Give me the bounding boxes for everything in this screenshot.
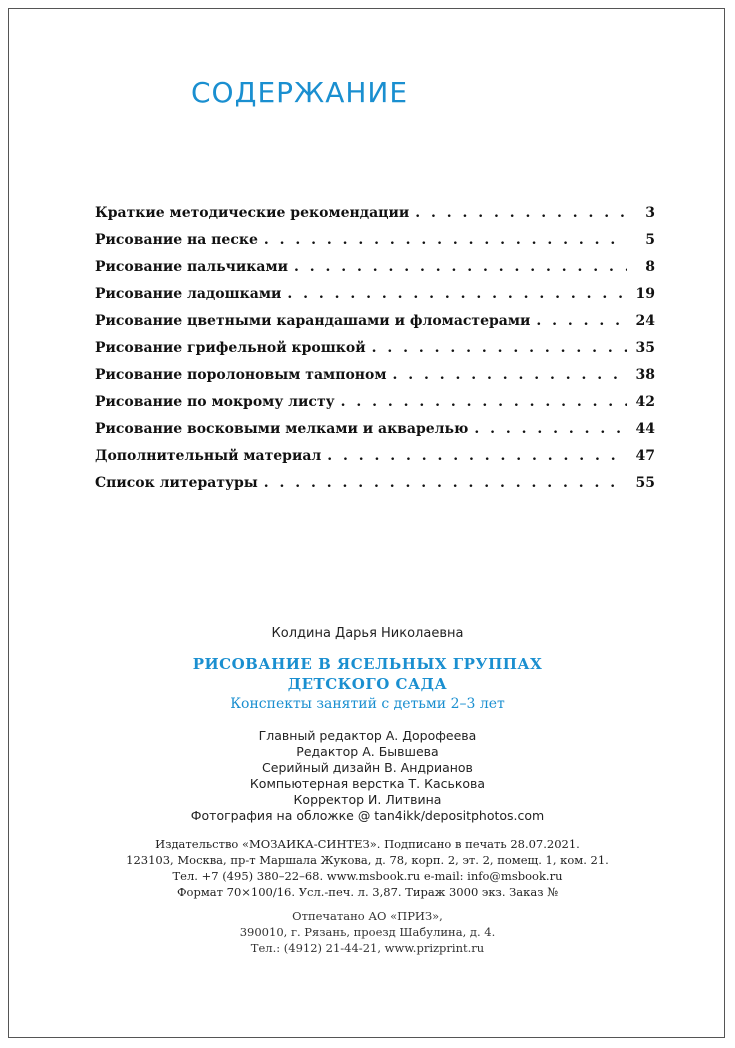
toc-leader-dots <box>264 227 627 254</box>
toc-entry-label: Рисование по мокрому листу <box>95 394 335 410</box>
printer-line: Отпечатано АО «ПРИЗ», <box>292 909 443 923</box>
toc-entry[interactable] <box>95 362 655 389</box>
printer-line: 390010, г. Рязань, проезд Шабулина, д. 4. <box>239 925 496 939</box>
toc-entry-page: 44 <box>635 421 655 437</box>
toc-leader-dots <box>536 308 627 335</box>
staff-line: Компьютерная верстка Т. Каськова <box>249 776 486 791</box>
toc-entry-page: 42 <box>635 394 655 410</box>
toc-entry-page: 24 <box>635 313 655 329</box>
book-subtitle: Конспекты занятий с детьми 2–3 лет <box>230 696 505 712</box>
printer-line: Тел.: (4912) 21-44-21, www.prizprint.ru <box>250 941 485 955</box>
toc-entry-label: Рисование восковыми мелками и акварелью <box>95 421 469 437</box>
toc-leader-dots <box>393 362 627 389</box>
toc-entry-page: 19 <box>635 286 655 302</box>
toc-leader-dots <box>327 443 627 470</box>
staff-line: Главный редактор А. Дорофеева <box>258 728 477 743</box>
toc-entry[interactable] <box>95 200 655 227</box>
toc-entry-page: 35 <box>635 340 655 356</box>
toc-leader-dots <box>264 470 627 497</box>
publisher-line: Тел. +7 (495) 380–22–68. www.msbook.ru e-mail: info@msbook.ru <box>172 869 563 883</box>
toc-entry-label: Рисование пальчиками <box>95 259 289 275</box>
toc-entry-label: Рисование грифельной крошкой <box>95 340 366 356</box>
toc-entry-page: 3 <box>645 205 655 221</box>
toc-entry-page: 55 <box>635 475 655 491</box>
toc-leader-dots <box>474 416 627 443</box>
publisher-line: Формат 70×100/16. Усл.-печ. л. 3,87. Тираж 3000 экз. Заказ № <box>177 885 558 899</box>
toc-entry[interactable] <box>95 470 655 497</box>
publisher-line: Издательство «МОЗАИКА-СИНТЕЗ». Подписано в печать 28.07.2021. <box>155 837 580 851</box>
toc-entry[interactable] <box>95 308 655 335</box>
toc-entry[interactable] <box>95 254 655 281</box>
toc-entry-label: Дополнительный материал <box>95 448 322 464</box>
editorial-staff <box>0 728 735 808</box>
toc-entry-label: Рисование на песке <box>95 232 258 248</box>
photo-credit: Фотография на обложке @ tan4ikk/depositphotos.com <box>190 808 545 823</box>
toc-leader-dots <box>372 335 627 362</box>
toc-entry-page: 5 <box>645 232 655 248</box>
toc-entry[interactable] <box>95 227 655 254</box>
toc-entry-page: 8 <box>645 259 655 275</box>
toc-entry-label: Краткие методические рекомендации <box>95 205 410 221</box>
publisher-line: 123103, Москва, пр-т Маршала Жукова, д. 78, корп. 2, эт. 2, помещ. 1, ком. 21. <box>126 853 609 867</box>
toc-entry-page: 38 <box>635 367 655 383</box>
book-title-line: РИСОВАНИЕ В ЯСЕЛЬНЫХ ГРУППАХ <box>192 655 543 673</box>
toc-entry[interactable] <box>95 443 655 470</box>
toc-entry[interactable] <box>95 335 655 362</box>
toc-entry-label: Рисование поролоновым тампоном <box>95 367 387 383</box>
toc-entry-page: 47 <box>635 448 655 464</box>
toc-leader-dots <box>287 281 627 308</box>
toc-leader-dots <box>294 254 627 281</box>
toc-entry-label: Рисование цветными карандашами и фломастерами <box>95 313 531 329</box>
toc-entry[interactable] <box>95 281 655 308</box>
staff-line: Корректор И. Литвина <box>293 792 442 807</box>
toc-leader-dots <box>341 389 627 416</box>
toc-entry[interactable] <box>95 389 655 416</box>
toc-entry[interactable] <box>95 416 655 443</box>
printer-info <box>0 908 735 956</box>
contents-heading: СОДЕРЖАНИЕ <box>191 76 409 109</box>
staff-line: Серийный дизайн В. Андрианов <box>262 760 473 775</box>
table-of-contents <box>95 200 655 497</box>
publisher-info <box>0 836 735 900</box>
toc-leader-dots <box>415 200 627 227</box>
toc-entry-label: Список литературы <box>95 475 258 491</box>
book-title <box>0 654 735 694</box>
toc-entry-label: Рисование ладошками <box>95 286 282 302</box>
author-name: Колдина Дарья Николаевна <box>271 626 464 641</box>
book-title-line: ДЕТСКОГО САДА <box>287 675 448 693</box>
staff-line: Редактор А. Бывшева <box>296 744 439 759</box>
